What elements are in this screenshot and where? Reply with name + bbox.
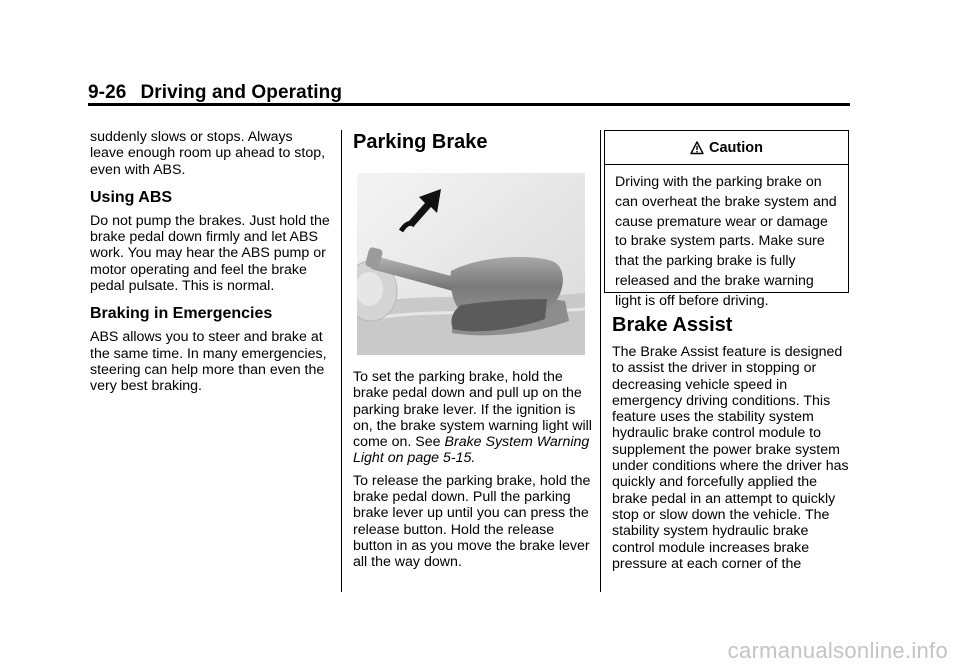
set-parking-brake-text: To set the parking brake, hold the brake pedal down and pull up on the parking brake lever. If the ignition is on, the brake system warning light will come on. See xyxy=(353,369,592,451)
caution-text: Driving with the parking brake on can overheat the brake system and cause premature wear or damage to brake system parts. Make sure that the parking brake is fully released and the brake warning light is off before driving. xyxy=(615,174,837,309)
page-header xyxy=(88,82,850,104)
set-parking-brake-paragraph xyxy=(353,369,593,467)
page-number: 9-26 xyxy=(88,82,127,103)
intro-paragraph: suddenly slows or stops. Always leave enough room up ahead to stop, even with ABS. xyxy=(90,129,326,178)
header-rule xyxy=(88,103,850,106)
column-divider-2 xyxy=(600,130,601,592)
middle-column-text xyxy=(353,369,593,577)
parking-brake-lever-image xyxy=(357,173,585,355)
middle-column-heading xyxy=(353,130,593,154)
parking-brake-illustration xyxy=(357,173,585,355)
header-title xyxy=(88,82,850,104)
column-divider-1 xyxy=(341,130,342,592)
parking-brake-heading: Parking Brake xyxy=(353,131,488,153)
caution-box xyxy=(604,130,849,309)
caution-header xyxy=(605,131,848,165)
using-abs-paragraph: Do not pump the brakes. Just hold the brake pedal down firmly and let ABS work. You may hear the ABS pump or motor operating and feel the brake pedal pulsate. This is normal. xyxy=(90,212,330,295)
caution-triangle-icon xyxy=(690,141,704,155)
left-column xyxy=(90,129,330,401)
watermark: carmanualsonline.info xyxy=(727,638,948,663)
using-abs-heading: Using ABS xyxy=(90,188,173,206)
brake-warning-light-reference[interactable]: Brake System Warning Light on page 5-15. xyxy=(353,434,590,467)
right-column xyxy=(612,313,852,578)
caution-title: Caution xyxy=(709,139,763,156)
release-parking-brake-paragraph: To release the parking brake, hold the brake pedal down. Pull the parking brake lever up until you can press the release button. Hold the release button in as you move the brake lever all the way down. xyxy=(353,472,591,571)
braking-emergencies-paragraph: ABS allows you to steer and brake at the same time. In many emergencies, steering can help more than even the very best braking. xyxy=(90,329,327,395)
section-title: Driving and Operating xyxy=(140,82,343,103)
braking-emergencies-heading: Braking in Emergencies xyxy=(90,305,273,323)
brake-assist-heading: Brake Assist xyxy=(612,314,733,336)
brake-assist-paragraph: The Brake Assist feature is designed to assist the driver in stopping or decreasing vehicle speed in emergency driving conditions. This feature uses the stability system hydraulic brake control module to supplement the power brake system under conditions where the driver has quickly and forcefully applied the brake pedal in an attempt to quickly stop or slow down the vehicle. The stability system hydraulic brake control module increases brake pressure at each corner of the xyxy=(612,344,849,572)
